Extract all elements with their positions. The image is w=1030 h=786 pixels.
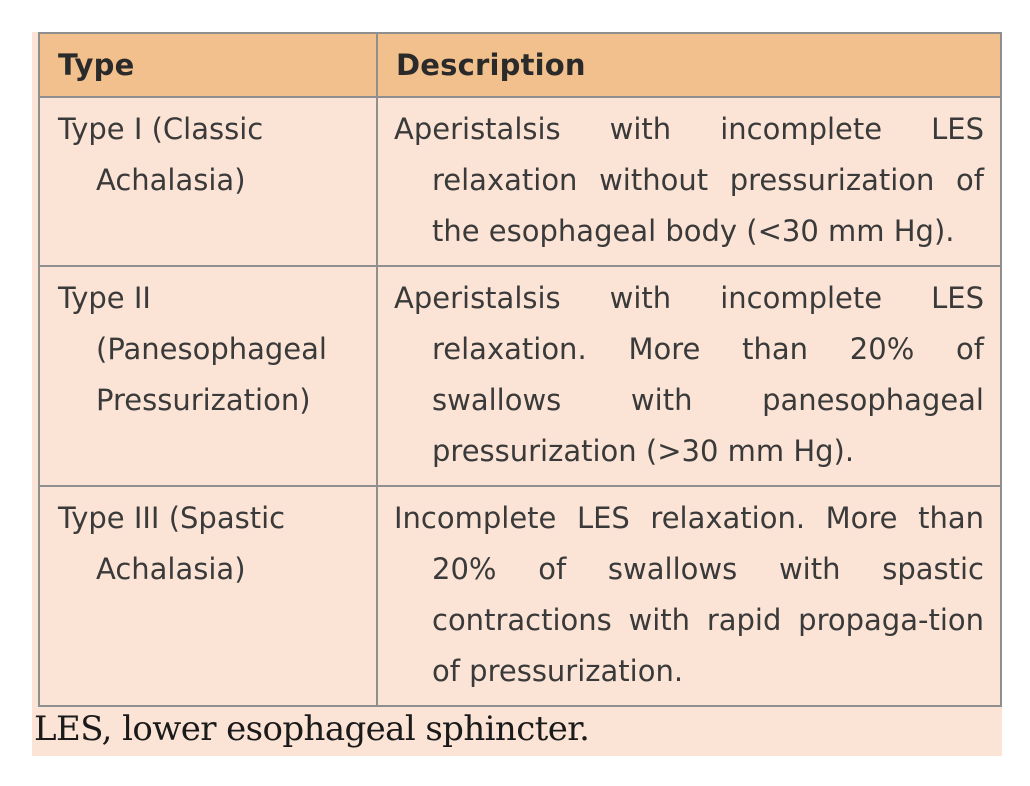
table-header-row [39, 33, 1001, 97]
type-cell: Type II (Panesophageal Pressurization) [39, 266, 377, 486]
type-cell: Type I (Classic Achalasia) [39, 97, 377, 266]
description-cell: Aperistalsis with incomplete LES relaxation. More than 20% of swallows with panesophageal pressurization (>30 mm Hg). [377, 266, 1001, 486]
table-footnote: LES, lower esophageal sphincter. [34, 709, 590, 749]
header-description: Description [377, 33, 1001, 97]
description-cell: Incomplete LES relaxation. More than 20% of swallows with spastic contractions with rapid propaga-tion of pressurization. [377, 486, 1001, 706]
type-cell: Type III (Spastic Achalasia) [39, 486, 377, 706]
description-cell: Aperistalsis with incomplete LES relaxation without pressurization of the esophageal body (<30 mm Hg). [377, 97, 1001, 266]
table-row [39, 97, 1001, 266]
table-row [39, 266, 1001, 486]
header-type: Type [39, 33, 377, 97]
achalasia-types-table [38, 32, 1002, 707]
table-row [39, 486, 1001, 706]
